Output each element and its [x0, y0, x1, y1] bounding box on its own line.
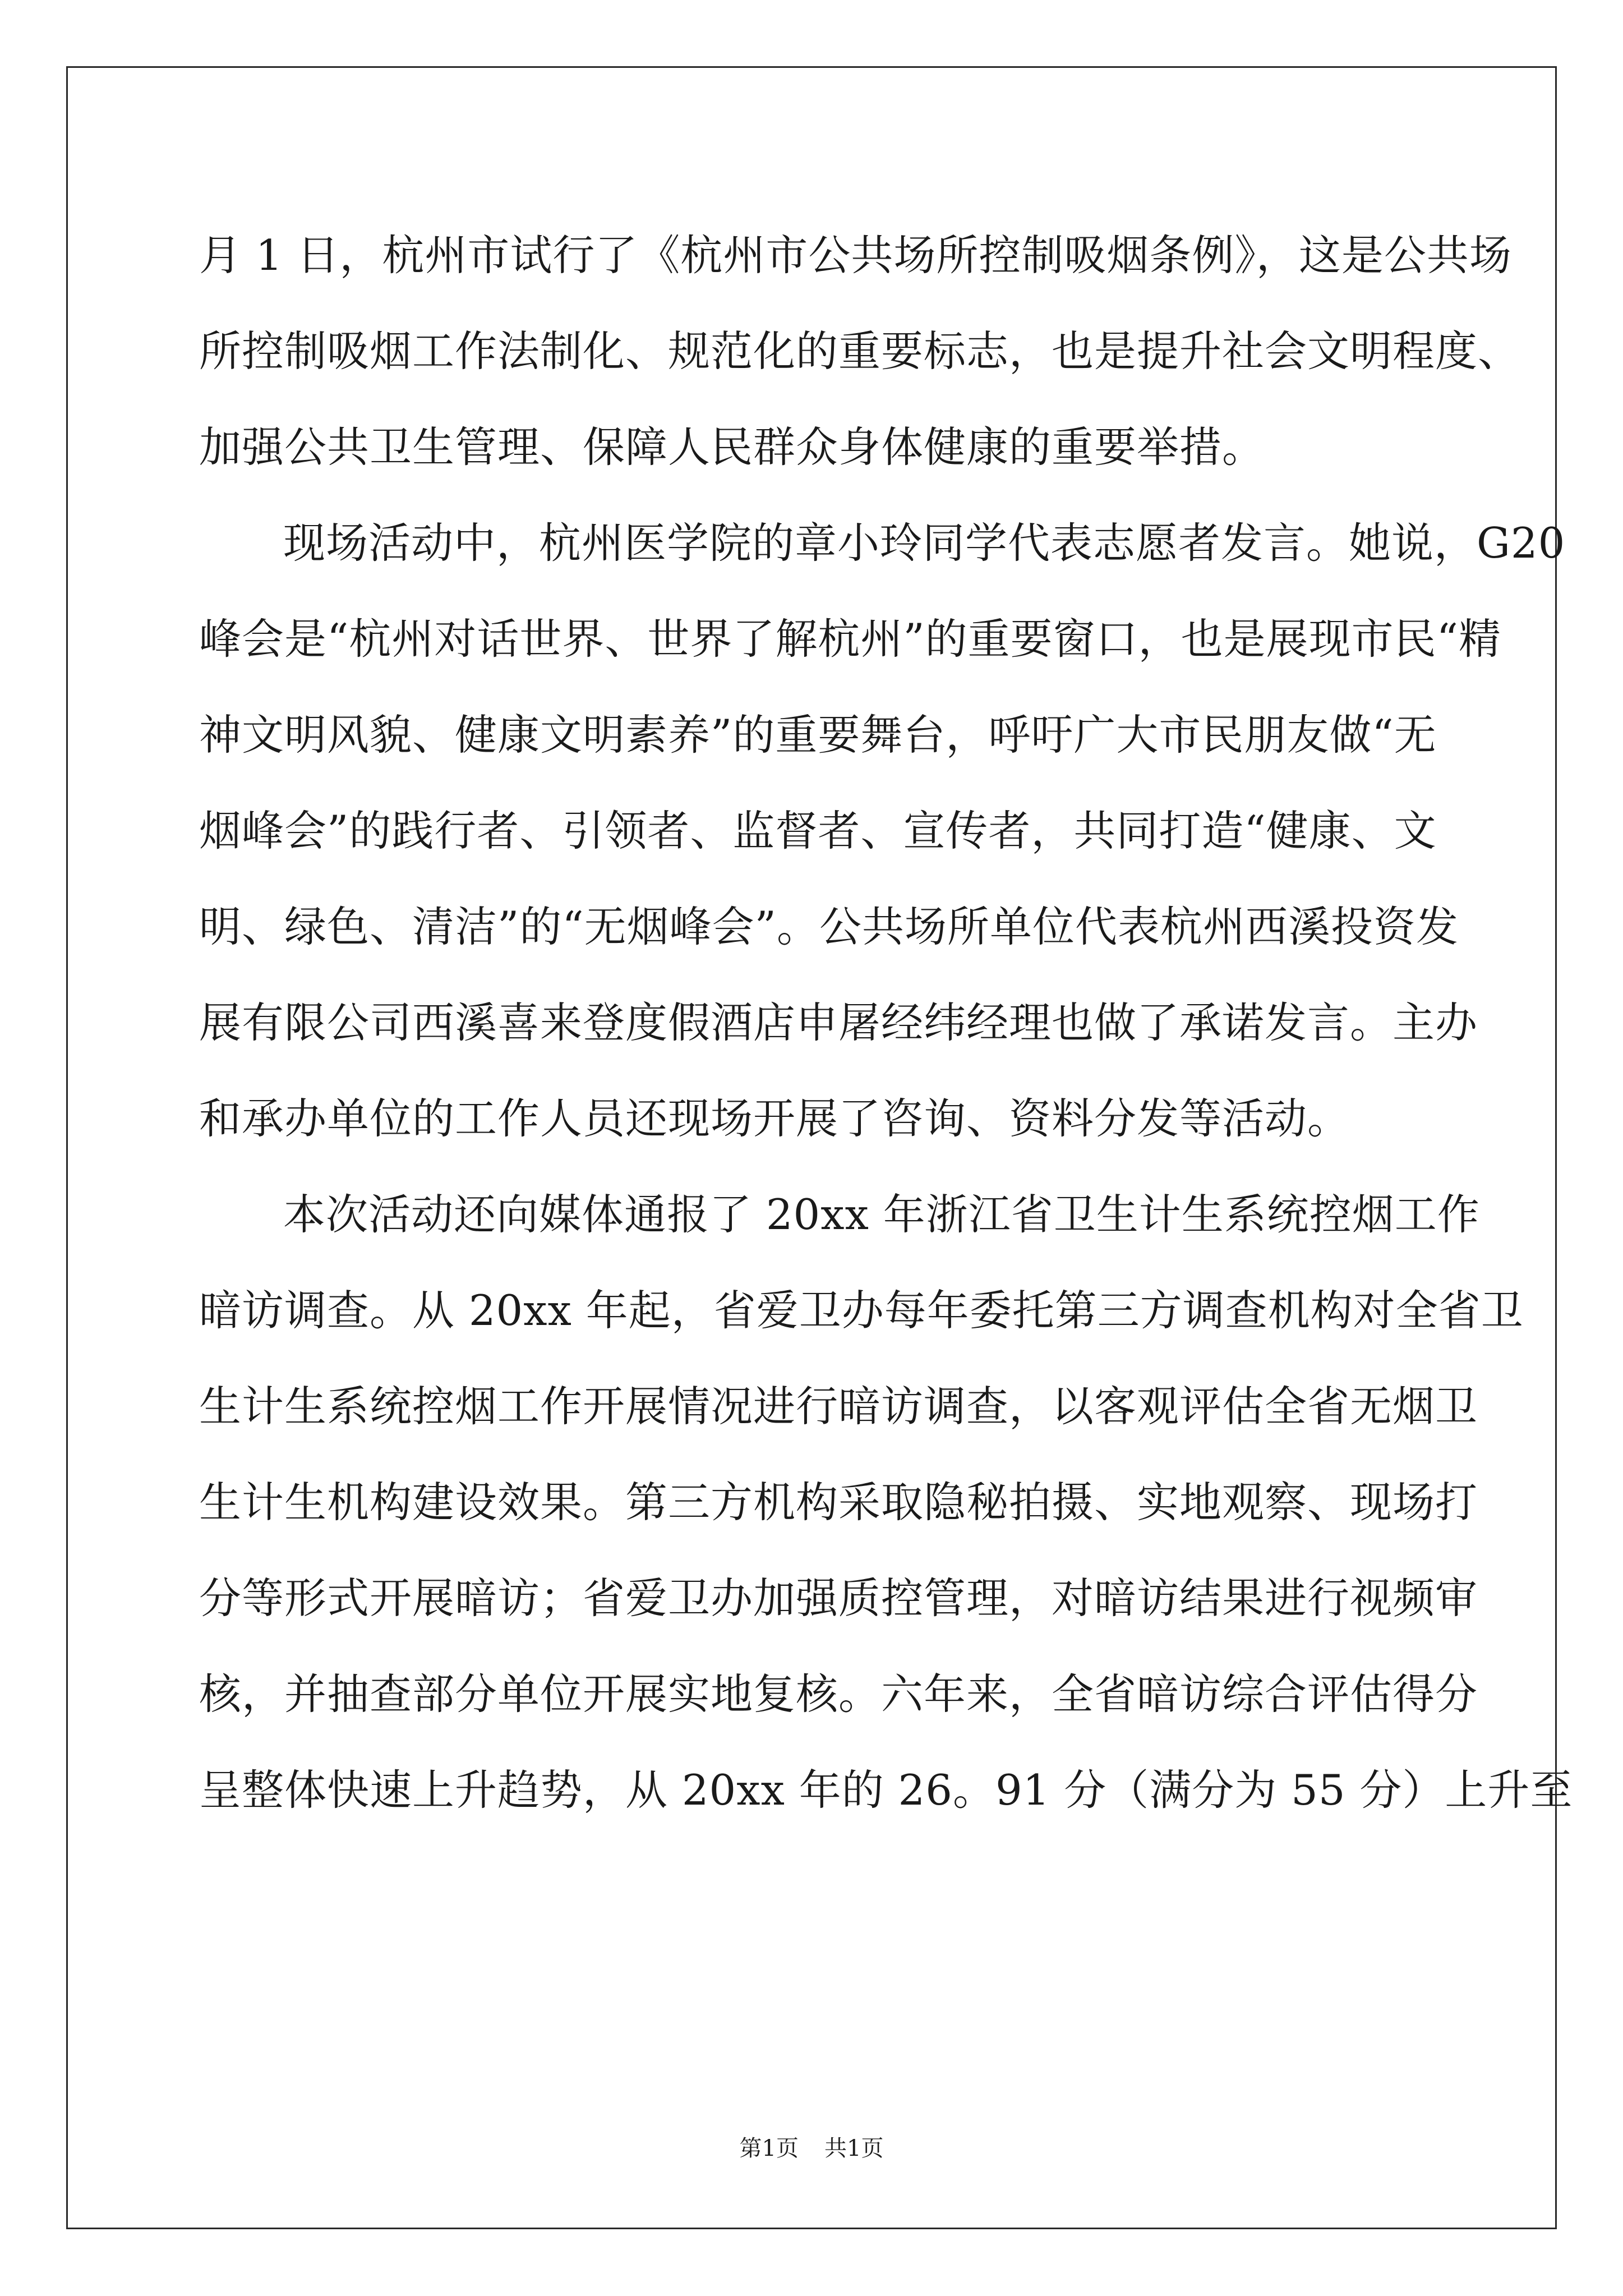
- text-line: 核，并抽查部分单位开展实地复核。六年来，全省暗访综合评估得分: [199, 1669, 1478, 1719]
- text-line: 现场活动中，杭州医学院的章小玲同学代表志愿者发言。她说，G20: [283, 518, 1566, 568]
- text-line: 呈整体快速上升趋势，从 20xx 年的 26。91 分（满分为 55 分）上升至: [199, 1765, 1573, 1815]
- text-line: 生计生系统控烟工作开展情况进行暗访调查，以客观评估全省无烟卫: [199, 1382, 1478, 1431]
- text-line: 和承办单位的工作人员还现场开展了咨询、资料分发等活动。: [199, 1094, 1350, 1143]
- text-line: 所控制吸烟工作法制化、规范化的重要标志，也是提升社会文明程度、: [199, 326, 1521, 376]
- text-line: 烟峰会”的践行者、引领者、监督者、宣传者，共同打造“健康、文: [199, 806, 1437, 855]
- text-line: 暗访调查。从 20xx 年起，省爱卫办每年委托第三方调查机构对全省卫: [199, 1286, 1524, 1335]
- text-line: 生计生机构建设效果。第三方机构采取隐秘拍摄、实地观察、现场打: [199, 1478, 1478, 1527]
- text-line: 神文明风貌、健康文明素养”的重要舞台，呼吁广大市民朋友做“无: [199, 710, 1437, 760]
- text-line: 展有限公司西溪喜来登度假酒店申屠经纬经理也做了承诺发言。主办: [199, 998, 1478, 1047]
- document-body: [199, 208, 1573, 1838]
- text-line: 月 1 日，杭州市试行了《杭州市公共场所控制吸烟条例》，这是公共场: [199, 231, 1512, 280]
- text-line: 峰会是“杭州对话世界、世界了解杭州”的重要窗口，也是展现市民“精: [199, 614, 1502, 664]
- text-line: 加强公共卫生管理、保障人民群众身体健康的重要举措。: [199, 422, 1265, 472]
- text-line: 本次活动还向媒体通报了 20xx 年浙江省卫生计生系统控烟工作: [283, 1190, 1480, 1239]
- text-line: 分等形式开展暗访；省爱卫办加强质控管理，对暗访结果进行视频审: [199, 1573, 1478, 1623]
- text-line: 明、绿色、清洁”的“无烟峰会”。公共场所单位代表杭州西溪投资发: [199, 902, 1459, 951]
- page-number: 第1页: [739, 2136, 799, 2161]
- page-total: 共1页: [824, 2136, 884, 2161]
- page-footer: [0, 2134, 1623, 2162]
